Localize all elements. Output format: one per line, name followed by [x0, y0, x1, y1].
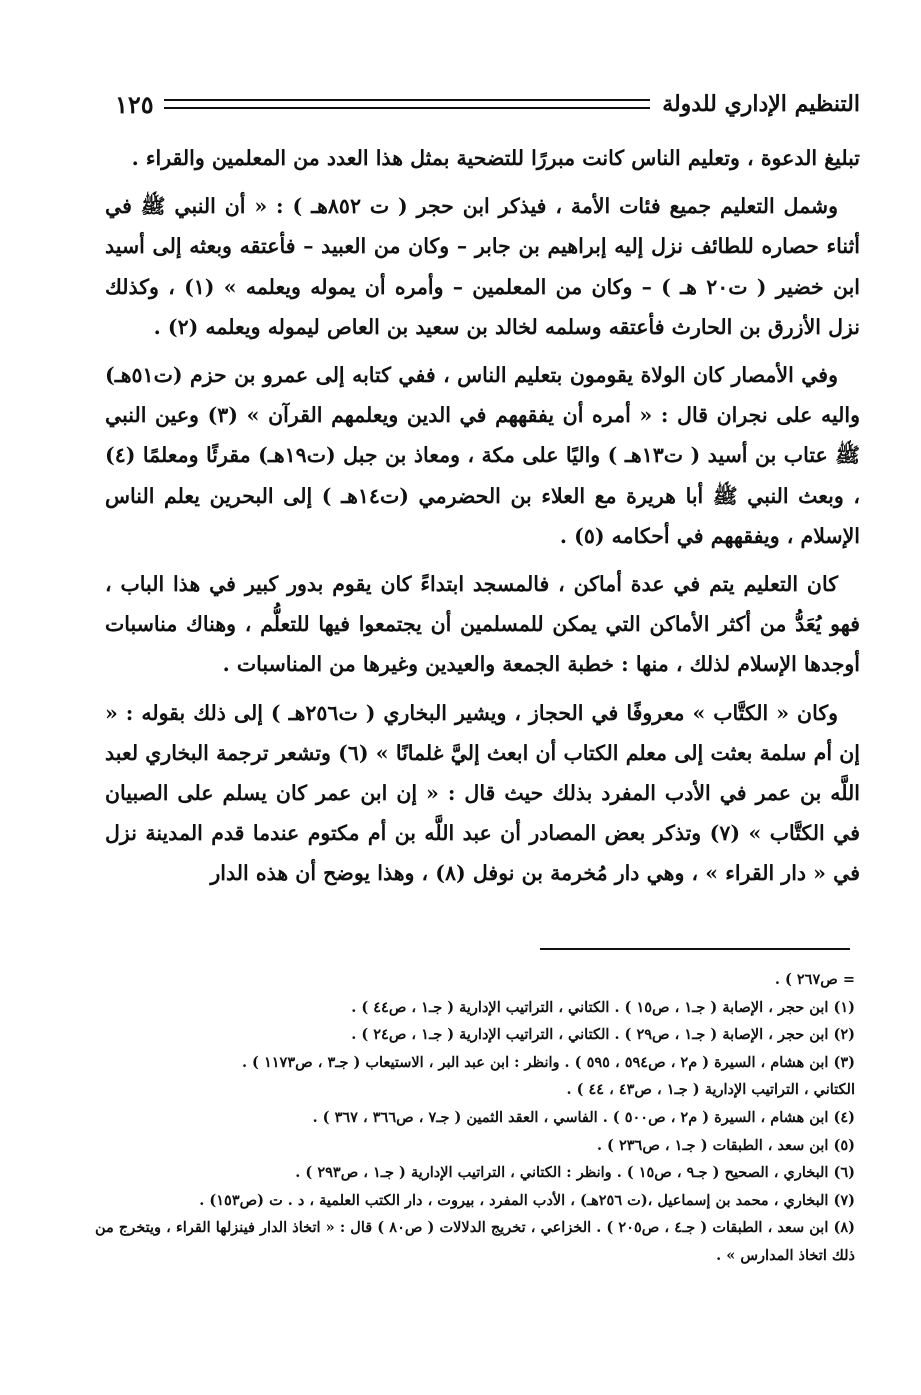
- footnote: (٤) ابن هشام ، السيرة ( م٢ ، ص٥٠٠ ) . الفاسي ، العقد الثمين ( جـ٧ ، ص٣٦٦ ، ٣٦٧ ) .: [312, 1108, 855, 1126]
- footnotes: [95, 966, 855, 1270]
- running-header: [115, 84, 860, 124]
- page-number: ١٢٥: [115, 89, 154, 119]
- footnote: الكتاني ، التراتيب الإدارية ( جـ١ ، ص٤٣ ، ٤٤ ) .: [566, 1081, 855, 1099]
- footnote: (٨) ابن سعد ، الطبقات ( جـ٤ ، ص٢٠٥ ) . الخزاعي ، تخريج الدلالات ( ص٨٠ ) قال : « اتخاذ الدار فينزلها القراء ، ويتخرج من ذلك اتخاذ المدارس » .: [95, 1219, 855, 1264]
- footnote: (٥) ابن سعد ، الطبقات ( جـ١ ، ص٢٣٦ ) .: [596, 1136, 855, 1154]
- running-title: التنظيم الإداري للدولة: [662, 91, 860, 117]
- footnote: (٣) ابن هشام ، السيرة ( م٢ ، ص٥٩٤ ، ٥٩٥ ) . وانظر : ابن عبد البر ، الاستيعاب ( جـ٣ ، ص١١٧٣ ) .: [241, 1053, 855, 1071]
- main-text: [105, 138, 860, 902]
- header-double-rule: [164, 99, 651, 109]
- paragraph: وكان « الكتَّاب » معروفًا في الحجاز ، ويشير البخاري ( ت٢٥٦هـ ) إلى ذلك بقوله : « إن أم سلمة بعثت إلى معلم الكتاب أن ابعث إليَّ غلمانًا » (٦) وتشعر ترجمة البخاري لعبد اللَّه بن عمر في الأدب المفرد بذلك حيث قال : « إن ابن عمر كان يسلم على الصبيان في الكتَّاب » (٧) وتذكر بعض المصادر أن عبد اللَّه بن أم مكتوم عندما قدم المدينة نزل في « دار القراء » ، وهي دار مُخرمة بن نوفل (٨) ، وهذا يوضح أن هذه الدار: [105, 700, 861, 886]
- paragraph: وفي الأمصار كان الولاة يقومون بتعليم الناس ، ففي كتابه إلى عمرو بن حزم (ت٥١هـ) واليه على نجران قال : « أمره أن يفقههم في الدين ويعلمهم القرآن » (٣) وعين النبي ﷺ عتاب بن أسيد ( ت١٣هـ ) واليًا على مكة ، ومعاذ بن جبل (ت١٩هـ) مقرئًا ومعلمًا (٤) ، وبعث النبي ﷺ أبا هريرة مع العلاء بن الحضرمي (ت١٤هـ ) إلى البحرين يعلم الناس الإسلام ، ويفقههم في أحكامه (٥) .: [105, 363, 860, 548]
- paragraph: تبليغ الدعوة ، وتعليم الناس كانت مبررًا للتضحية بمثل هذا العدد من المعلمين والقراء .: [131, 146, 860, 170]
- footnote: (٧) البخاري ، محمد بن إسماعيل ،(ت ٢٥٦هـ) ، الأدب المفرد ، بيروت ، دار الكتب العلمية ، د . ت (ص١٥٣) .: [199, 1191, 855, 1209]
- footnote: (١) ابن حجر ، الإصابة ( جـ١ ، ص١٥ ) . الكتاني ، التراتيب الإدارية ( جـ١ ، ص٤٤ ) .: [351, 998, 855, 1016]
- footnote: = ص٢٦٧ ) .: [774, 971, 855, 988]
- footnote: (٢) ابن حجر ، الإصابة ( جـ١ ، ص٢٩ ) . الكتاني ، التراتيب الإدارية ( جـ١ ، ص٢٤ ) .: [351, 1026, 855, 1044]
- footnote-separator: [540, 948, 850, 950]
- paragraph: كان التعليم يتم في عدة أماكن ، فالمسجد ابتداءً كان يقوم بدور كبير في هذا الباب ، فهو يُعَدُّ من أكثر الأماكن التي يمكن للمسلمين أن يجتمعوا فيها للتعلُّم ، وهناك مناسبات أوجدها الإسلام لذلك ، منها : خطبة الجمعة والعيدين وغيرها من المناسبات .: [105, 572, 860, 677]
- paragraph: وشمل التعليم جميع فئات الأمة ، فيذكر ابن حجر ( ت ٨٥٢هـ ) : « أن النبي ﷺ في أثناء حصاره للطائف نزل إليه إبراهيم بن جابر – وكان من العبيد – فأعتقه وبعثه إلى أسيد ابن خضير ( ت٢٠ هـ ) – وكان من المعلمين – وأمره أن يموله ويعلمه » (١) ، وكذلك نزل الأزرق بن الحارث فأعتقه وسلمه لخالد بن سعيد بن العاص ليموله ويعلمه (٢) .: [105, 194, 860, 339]
- footnote: (٦) البخاري ، الصحيح ( جـ٩ ، ص١٥ ) . وانظر : الكتاني ، التراتيب الإدارية ( جـ١ ، ص٢٩٣ ) .: [295, 1164, 855, 1182]
